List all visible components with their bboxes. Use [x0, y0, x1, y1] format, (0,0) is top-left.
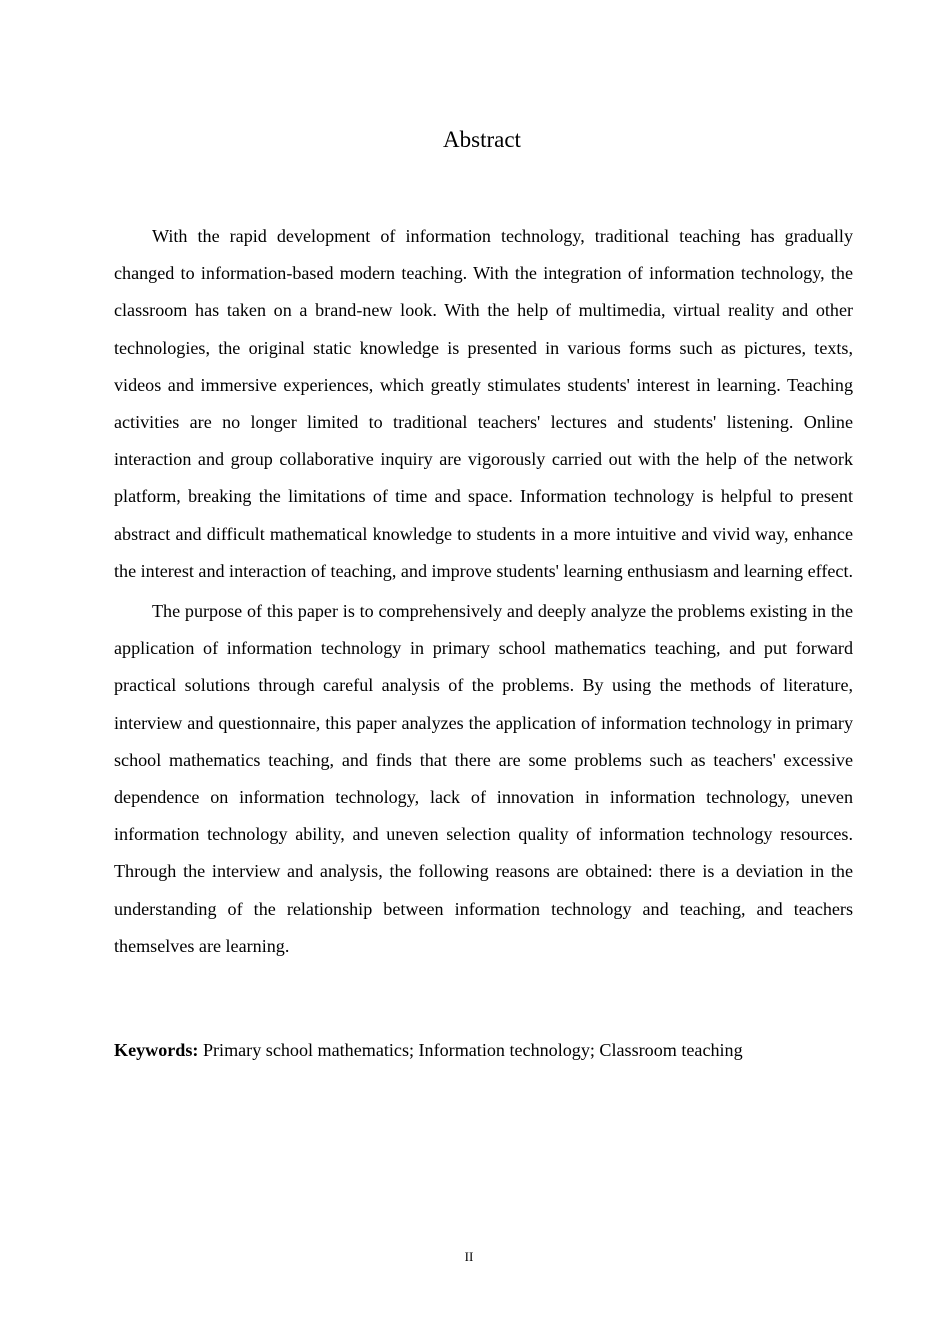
abstract-paragraph-1: With the rapid development of information technology, traditional teaching has gradually changed to information-based modern teaching. With the integration of information technology, the classroom has taken on a brand-new look. With the help of multimedia, virtual reality and other technologies, the original static knowledge is presented in various forms such as pictures, texts, videos and immersive experiences, which greatly stimulates students' interest in learning. Teaching activities are no longer limited to traditional teachers' lectures and students' listening. Online interaction and group collaborative inquiry are vigorously carried out with the help of the network platform, breaking the limitations of time and space. Information technology is helpful to present abstract and difficult mathematical knowledge to students in a more intuitive and vivid way, enhance the interest and interaction of teaching, and improve students' learning enthusiasm and learning effect. [114, 226, 853, 581]
abstract-title: Abstract [443, 127, 521, 152]
keywords-label: Keywords: [114, 1040, 199, 1060]
abstract-body [114, 218, 853, 965]
page-number: II [464, 1249, 474, 1264]
abstract-paragraph-2: The purpose of this paper is to comprehensively and deeply analyze the problems existing in the application of information technology in primary school mathematics teaching, and put forward practical solutions through careful analysis of the problems. By using the methods of literature, interview and questionnaire, this paper analyzes the application of information technology in primary school mathematics teaching, and finds that there are some problems such as teachers' excessive dependence on information technology, lack of innovation in information technology, uneven information technology ability, and uneven selection quality of information technology resources. Through the interview and analysis, the following reasons are obtained: there is a deviation in the understanding of the relationship between information technology and teaching, and teachers themselves are learning. [114, 601, 853, 956]
keywords-text: Primary school mathematics; Information technology; Classroom teaching [198, 1040, 743, 1060]
keywords-line [114, 1036, 853, 1064]
